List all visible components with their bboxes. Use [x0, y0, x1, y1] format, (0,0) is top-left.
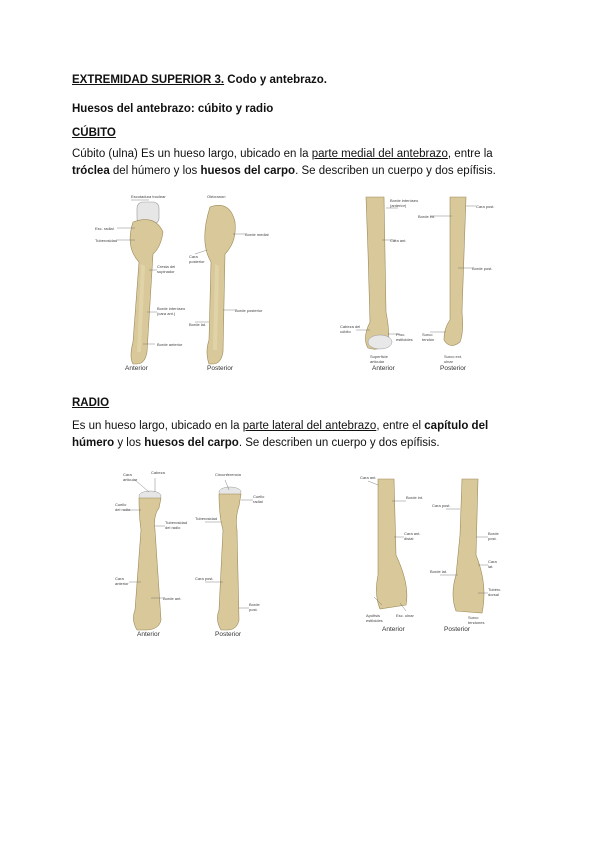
title-underlined: EXTREMIDAD SUPERIOR 3.: [72, 74, 225, 86]
svg-text:estiloides: estiloides: [396, 337, 413, 342]
svg-text:Surco: Surco: [422, 332, 433, 337]
cubito-text-4: . Se describen un cuerpo y dos epífisis.: [295, 165, 496, 177]
svg-text:Surco ext.: Surco ext.: [444, 354, 463, 359]
svg-text:Esc. radial: Esc. radial: [95, 226, 114, 231]
cubito-bold-troclea: tróclea: [72, 165, 110, 177]
svg-text:Cara: Cara: [488, 559, 497, 564]
svg-text:articular: articular: [370, 359, 385, 364]
cubito-figure-1: [95, 192, 280, 372]
svg-text:(anterior): (anterior): [390, 203, 407, 208]
svg-text:Tuberosidad: Tuberosidad: [165, 520, 188, 525]
radio-text-3: y los: [114, 437, 145, 449]
svg-text:Cresta del: Cresta del: [157, 264, 176, 269]
svg-text:Superficie: Superficie: [370, 354, 388, 359]
radio-fig1-caption-anterior: Anterior: [137, 631, 160, 638]
svg-text:Tubérc.: Tubérc.: [488, 587, 502, 592]
svg-text:anterior: anterior: [115, 581, 129, 586]
svg-text:Cara: Cara: [115, 576, 124, 581]
svg-text:Borde lat.: Borde lat.: [430, 569, 448, 574]
svg-text:Surco: Surco: [468, 615, 479, 620]
radio-link-lateral[interactable]: parte lateral del antebrazo: [242, 420, 377, 432]
svg-text:Borde post.: Borde post.: [472, 266, 493, 271]
svg-text:estiloides: estiloides: [366, 618, 383, 623]
svg-text:Cuello: Cuello: [115, 502, 127, 507]
svg-text:Circunferencia: Circunferencia: [215, 472, 241, 477]
section-heading: Huesos del antebrazo: cúbito y radio: [72, 103, 274, 115]
svg-text:Cara: Cara: [189, 254, 198, 259]
radio-text-1: Es un hueso largo, ubicado en la: [72, 420, 243, 432]
svg-text:Borde lat.: Borde lat.: [189, 322, 207, 327]
cubito-fig1-caption-posterior: Posterior: [207, 365, 234, 372]
svg-text:Esc. ulnar: Esc. ulnar: [396, 613, 414, 618]
cubito-paragraph: [72, 146, 532, 180]
svg-text:Apófisis: Apófisis: [366, 613, 381, 618]
cubito-heading: CÚBITO: [72, 127, 116, 139]
svg-text:Cabeza del: Cabeza del: [340, 324, 361, 329]
cubito-link-medial[interactable]: parte medial del antebrazo: [311, 148, 448, 160]
cubito-fig2-caption-anterior: Anterior: [372, 365, 395, 372]
svg-text:Borde medial: Borde medial: [245, 232, 269, 237]
svg-text:Cara ant.: Cara ant.: [360, 475, 377, 480]
cubito-text-3: del húmero y los: [109, 165, 201, 177]
svg-text:radial: radial: [253, 499, 263, 504]
svg-text:cúbito: cúbito: [340, 329, 351, 334]
radio-text-2: , entre el: [376, 420, 425, 432]
svg-text:Cara ant.: Cara ant.: [390, 238, 407, 243]
radio-bold-capitulo: capítulo del húmero: [72, 420, 489, 449]
radio-figure-2: [360, 475, 510, 635]
svg-text:distal: distal: [404, 536, 414, 541]
svg-text:Cuello: Cuello: [253, 494, 265, 499]
svg-text:Tuberosidad: Tuberosidad: [195, 516, 218, 521]
cubito-fig1-caption-anterior: Anterior: [125, 365, 148, 372]
svg-text:Borde: Borde: [249, 602, 260, 607]
radio-fig2-caption-anterior: Anterior: [382, 626, 405, 633]
svg-text:dorsal: dorsal: [488, 592, 499, 597]
svg-text:ulnar: ulnar: [444, 359, 453, 364]
svg-text:del radio: del radio: [165, 525, 181, 530]
svg-text:Cara post.: Cara post.: [476, 204, 495, 209]
svg-text:(cara ant.): (cara ant.): [157, 311, 176, 316]
radio-heading: RADIO: [72, 397, 110, 409]
svg-text:Olécranon: Olécranon: [207, 194, 226, 199]
svg-text:Escotadura troclear: Escotadura troclear: [131, 194, 166, 199]
svg-text:post.: post.: [488, 536, 497, 541]
svg-text:tendones: tendones: [468, 620, 485, 625]
radio-fig1-caption-posterior: Posterior: [215, 631, 242, 638]
svg-text:Cabeza: Cabeza: [151, 470, 165, 475]
cubito-text-1: Cúbito (ulna) Es un hueso largo, ubicado en la: [72, 148, 312, 160]
svg-text:Borde interóseo: Borde interóseo: [390, 198, 419, 203]
cubito-fig2-caption-posterior: Posterior: [440, 365, 467, 372]
svg-text:Borde int.: Borde int.: [418, 214, 436, 219]
radio-text-4: . Se describen un cuerpo y dos epífisis.: [238, 437, 440, 449]
svg-text:supinador: supinador: [157, 269, 175, 274]
svg-text:post.: post.: [249, 607, 258, 612]
radio-figure-1: [115, 470, 275, 638]
svg-text:Tuberosidad: Tuberosidad: [95, 238, 118, 243]
svg-text:Borde int.: Borde int.: [406, 495, 424, 500]
title-rest: Codo y antebrazo.: [224, 74, 327, 86]
svg-text:lat.: lat.: [488, 564, 494, 569]
svg-text:Cara ant.: Cara ant.: [404, 531, 421, 536]
cubito-bold-carpo: huesos del carpo: [200, 165, 296, 177]
svg-text:del radio: del radio: [115, 507, 131, 512]
svg-text:Cara post.: Cara post.: [432, 503, 451, 508]
svg-text:articular: articular: [123, 477, 138, 482]
svg-text:posterior: posterior: [189, 259, 205, 264]
svg-text:Cara: Cara: [123, 472, 132, 477]
svg-text:Proc.: Proc.: [396, 332, 406, 337]
svg-text:Borde: Borde: [488, 531, 499, 536]
svg-text:Borde interóseo: Borde interóseo: [157, 306, 186, 311]
radio-paragraph: [72, 418, 532, 452]
radio-bold-carpo: huesos del carpo: [144, 437, 239, 449]
document-title: [72, 74, 327, 86]
svg-text:tendón: tendón: [422, 337, 435, 342]
cubito-figure-2: [340, 192, 505, 372]
svg-text:Cara post.: Cara post.: [195, 576, 214, 581]
svg-text:Borde anterior: Borde anterior: [157, 342, 183, 347]
svg-text:Borde posterior: Borde posterior: [235, 308, 263, 313]
radio-fig2-caption-posterior: Posterior: [444, 626, 471, 633]
cubito-text-2: , entre la: [447, 148, 493, 160]
svg-text:Borde ant.: Borde ant.: [163, 596, 182, 601]
